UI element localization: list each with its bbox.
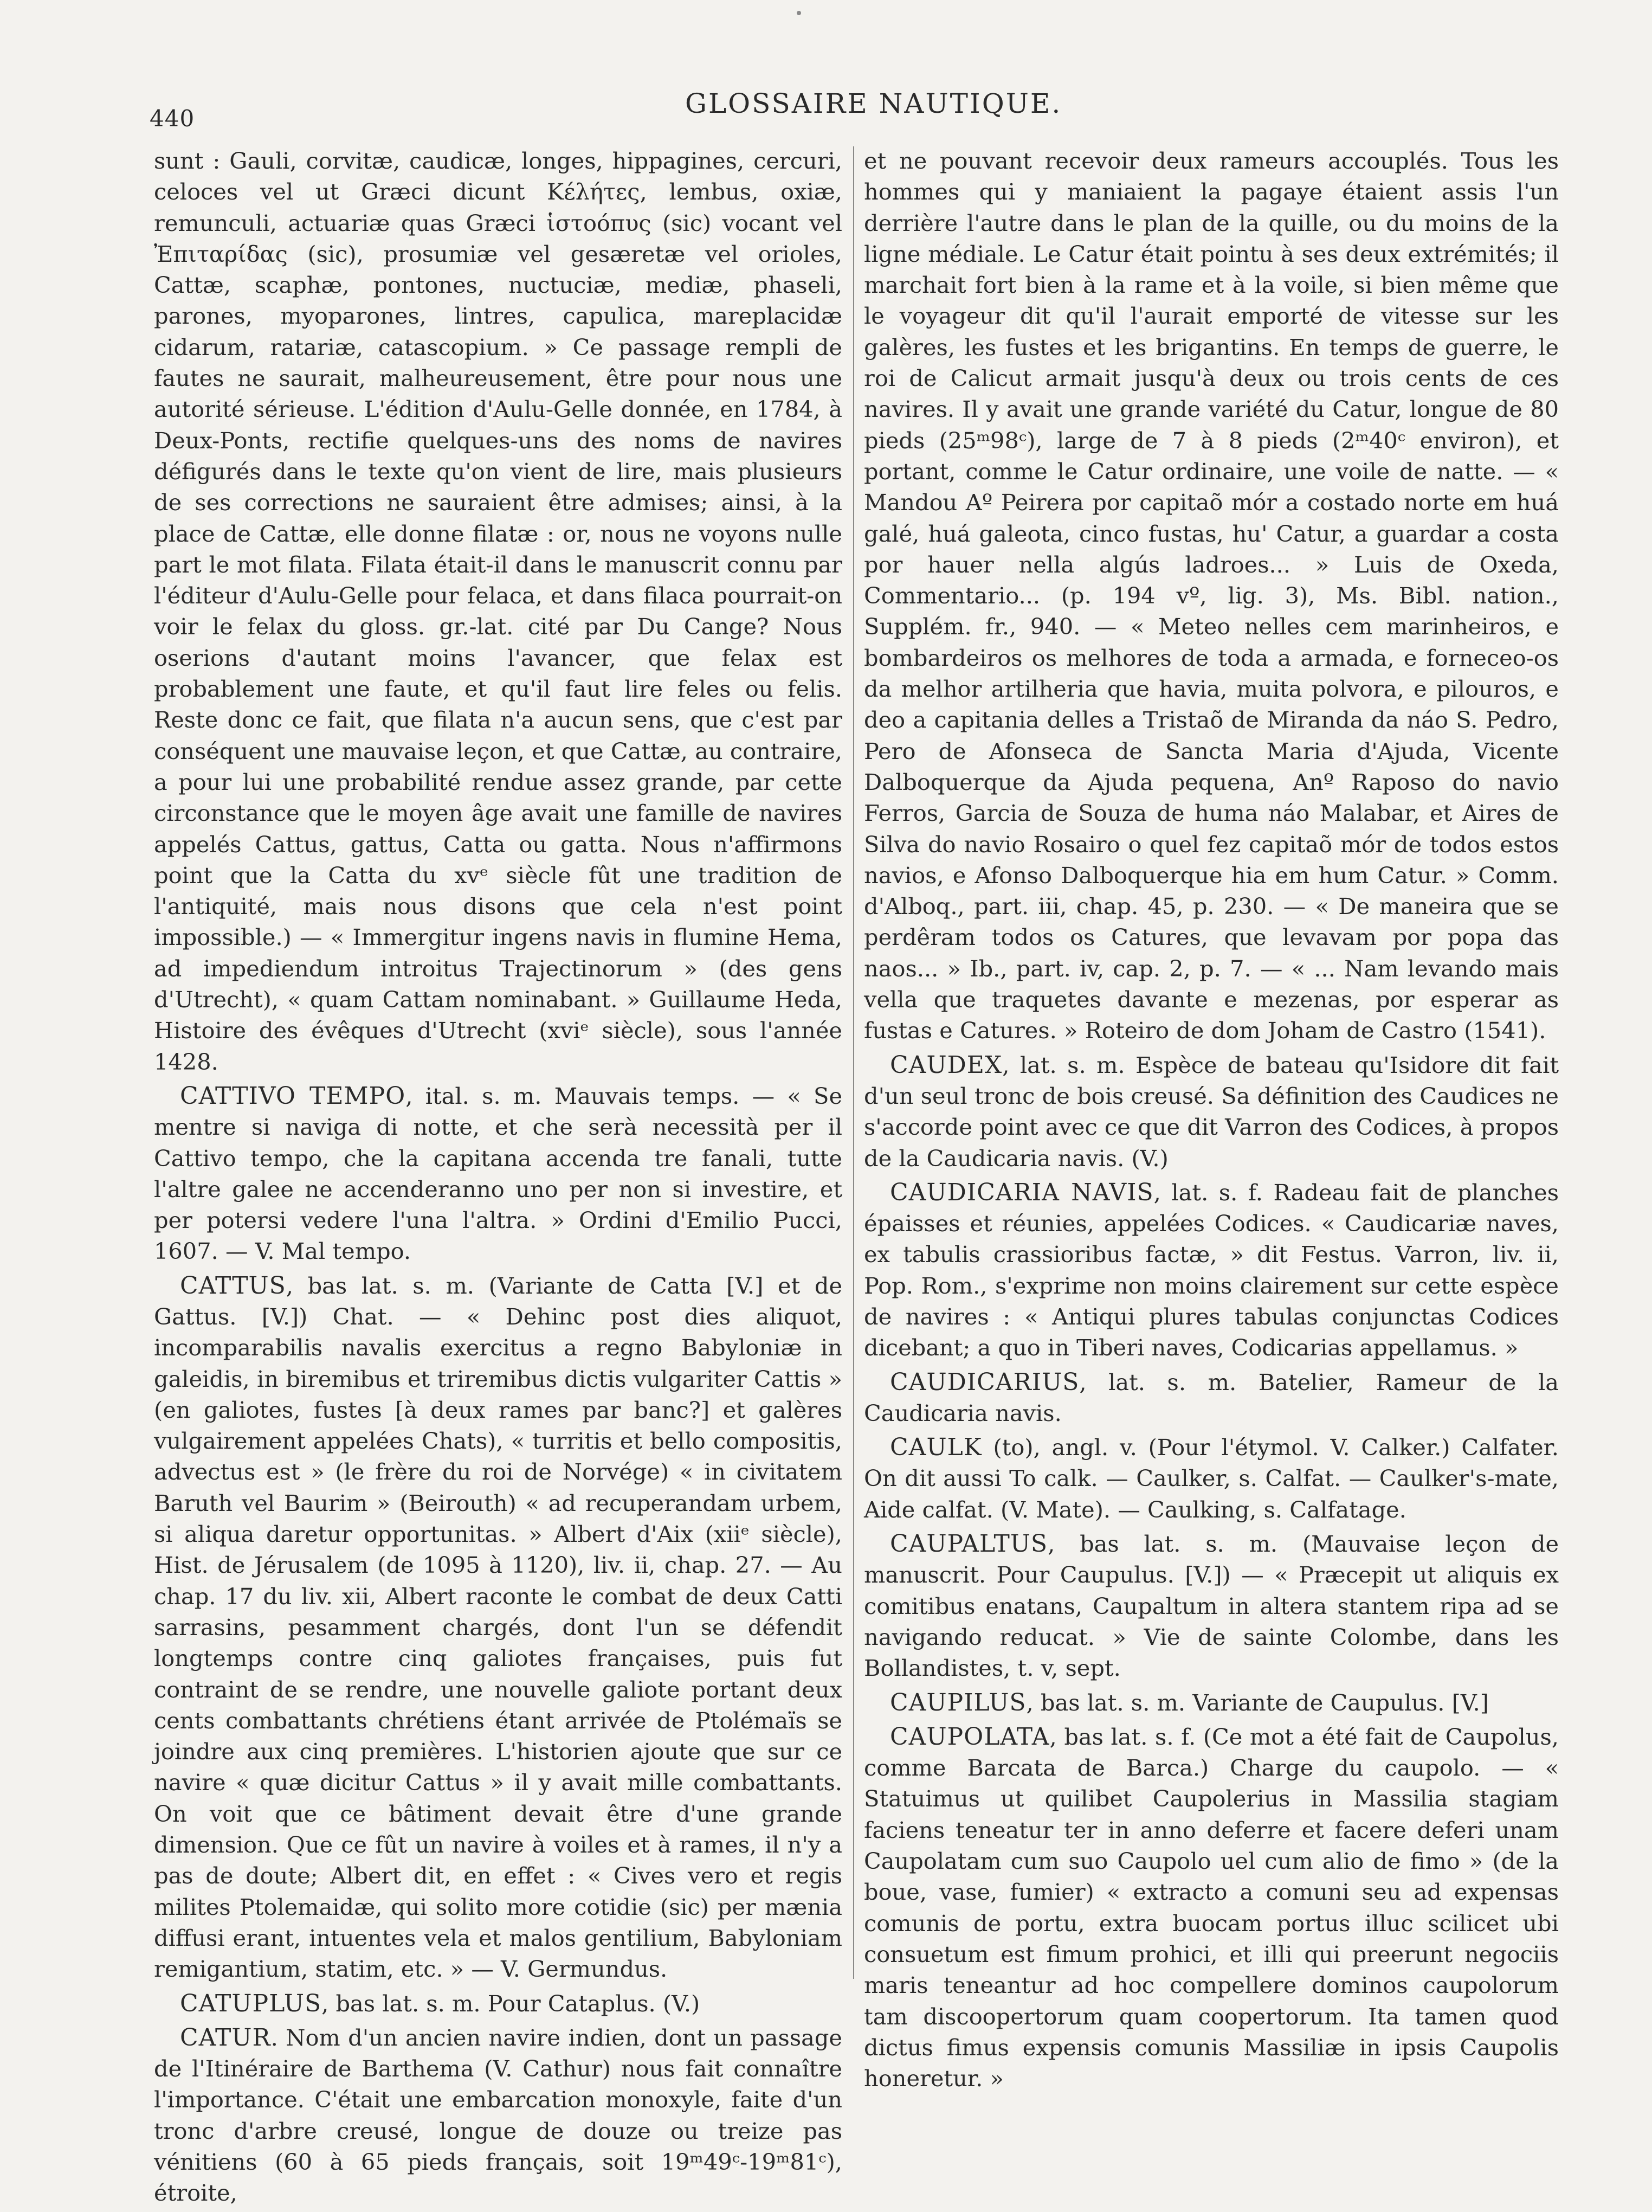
entry-caudicarius: CAUDICARIUS, lat. s. m. Batelier, Rameur de la Caudicaria navis.: [864, 1368, 1559, 1426]
headword: CAUDICARIUS: [890, 1368, 1080, 1396]
entry-caudicaria-navis: CAUDICARIA NAVIS, lat. s. f. Radeau fait de planches épaisses et réunies, appelées Codices. « Caudicariæ naves, ex tabulis crassioribus factæ, » dit Festus. Varron, liv. ii, Pop. Rom., s'exprime non moins clairement sur cette espèce de navires : « Antiqui plures tabulas conjunctas Codices dicebant; a quo in Tiberi naves, Codicarias appellamus. »: [864, 1178, 1559, 1361]
right-column: [864, 145, 1559, 2097]
headword: CAUPALTUS: [890, 1530, 1048, 1558]
headword: CAUPILUS: [890, 1688, 1027, 1716]
entry-caulk: CAULK (to), angl. v. (Pour l'étymol. V. Calker.) Calfater. On dit aussi To calk. — Caulker, s. Calfat. — Caulker's-mate, Aide calfat. (V. Mate). — Caulking, s. Calfatage.: [864, 1433, 1559, 1523]
left-column: [154, 145, 842, 2212]
entry-caupilus: CAUPILUS, bas lat. s. m. Variante de Caupulus. [V.]: [890, 1688, 1489, 1716]
print-mark: [797, 11, 801, 15]
column-divider: [853, 146, 854, 1979]
headword: CATUR: [180, 2023, 271, 2052]
headword: CAUDICARIA NAVIS: [890, 1178, 1154, 1206]
entry-catur: CATUR. Nom d'un ancien navire indien, dont un passage de l'Itinéraire de Barthema (V. Cathur) nous fait connaître l'importance. C'était une embarcation monoxyle, faite d'un tronc d'arbre creusé, longue de douze ou treize pas vénitiens (60 à 65 pieds français, soit 19ᵐ49ᶜ-19ᵐ81ᶜ), étroite,: [154, 2023, 842, 2207]
entry-caupaltus: CAUPALTUS, bas lat. s. m. (Mauvaise leçon de manuscrit. Pour Caupulus. [V.]) — « Præcepit ut aliquis ex comitibus enatans, Caupaltum in altera stantem ripa ad se navigando reducat. » Vie de sainte Colombe, dans les Bollandistes, t. v, sept.: [864, 1530, 1559, 1682]
headword: CAULK: [890, 1433, 982, 1462]
running-title: GLOSSAIRE NAUTIQUE.: [685, 88, 1062, 119]
headword: CATTUS: [180, 1271, 286, 1300]
entry-catuplus: CATUPLUS, bas lat. s. m. Pour Cataplus. (V.): [180, 1989, 700, 2017]
entry-cattivo-tempo: CATTIVO TEMPO, ital. s. m. Mauvais temps. — « Se mentre si naviga di notte, et che serà necessità per il Cattivo tempo, che la capitana accenda tre fanali, tutte l'altre galee ne accenderanno uno per non si investire, et per potersi vedere l'una l'altra. » Ordini d'Emilio Pucci, 1607. — V. Mal tempo.: [154, 1082, 843, 1265]
headword: CAUPOLATA: [890, 1722, 1050, 1751]
headword: CAUDEX: [890, 1051, 1003, 1079]
headword: CATTIVO TEMPO: [180, 1082, 406, 1110]
entry-caudex: CAUDEX, lat. s. m. Espèce de bateau qu'Isidore dit fait d'un seul tronc de bois creusé. Sa définition des Caudices ne s'accorde point avec ce que dit Varron des Codices, à propos de la Caudicaria navis. (V.): [864, 1051, 1559, 1172]
headword: CATUPLUS: [180, 1989, 322, 2017]
entry-caupolata: CAUPOLATA, bas lat. s. f. (Ce mot a été fait de Caupolus, comme Barcata de Barca.) Charge du caupolo. — « Statuimus ut quilibet Caupolerius in Massilia stagiam faciens teneatur ter in anno deferre et facere deferi unam Caupolatam cum suo Caupolo uel cum alio de fimo » (de la boue, vase, fumier) « extracto a comuni seu ad expensas comunis de portu, extra buocam portus illuc scilicet ubi consuetum est fimum prohici, et illi qui preerunt negociis maris teneantur ad hoc compellere dominos caupolorum tam discoopertorum quam coopertorum. Ita tamen quod dictus fimus expensis comunis Massiliæ in ipsis Caupolis honeretur. »: [864, 1722, 1559, 2092]
page-number: 440: [150, 105, 195, 132]
entry-continuation: sunt : Gauli, corvitæ, caudicæ, longes, hippagines, cercuri, celoces vel ut Græci dicunt Κέλήτες, lembus, oxiæ, remunculi, actuariæ quas Græci ἱστοόπυς (sic) vocant vel Ἐπιταρίδας (sic), prosumiæ vel gesæretæ vel orioles, Cattæ, scaphæ, pontones, nuctuciæ, mediæ, phaseli, parones, myoparones, lintres, capulica, mareplacidæ cidarum, ratariæ, catascopium. » Ce passage rempli de fautes ne saurait, malheureusement, être pour nous une autorité sérieuse. L'édition d'Aulu-Gelle donnée, en 1784, à Deux-Ponts, rectifie quelques-uns des noms de navires défigurés dans le texte qu'on vient de lire, mais plusieurs de ses corrections ne sauraient être admises; ainsi, à la place de Cattæ, elle donne filatæ : or, nous ne voyons nulle part le mot filata. Filata était-il dans le manuscrit connu par l'éditeur d'Aulu-Gelle pour felaca, et dans filaca pourrait-on voir le felax du gloss. gr.-lat. cité par Du Cange? Nous oserions d'autant moins l'avancer, que felax est probablement une faute, et qu'il faut lire feles ou felis. Reste donc ce fait, que filata n'a aucun sens, que c'est par conséquent une mauvaise leçon, et que Cattæ, au contraire, a pour lui une probabilité rendue assez grande, par cette circonstance que le moyen âge avait une famille de navires appelés Cattus, gattus, Catta ou gatta. Nous n'affirmons point que la Catta du xvᵉ siècle fût une tradition de l'antiquité, mais nous disons que cela n'est point impossible.) — « Immergitur ingens navis in flumine Hema, ad impediendum introitus Trajectinorum » (des gens d'Utrecht), « quam Cattam nominabant. » Guillaume Heda, Histoire des évêques d'Utrecht (xviᵉ siècle), sous l'année 1428.: [154, 147, 842, 1075]
entry-catur-continuation: et ne pouvant recevoir deux rameurs accouplés. Tous les hommes qui y maniaient la pagaye étaient assis l'un derrière l'autre dans le plan de la quille, ou du moins de la ligne médiale. Le Catur était pointu à ses deux extrémités; il marchait fort bien à la rame et à la voile, si bien même que le voyageur dit qu'il l'aurait emporté de vitesse sur les galères, les fustes et les brigantins. En temps de guerre, le roi de Calicut armait jusqu'à deux ou trois cents de ces navires. Il y avait une grande variété du Catur, longue de 80 pieds (25ᵐ98ᶜ), large de 7 à 8 pieds (2ᵐ40ᶜ environ), et portant, comme le Catur ordinaire, une voile de natte. — « Mandou Aº Peirera por capitaõ mór a costado norte em huá galé, huá galeota, cinco fustas, hu' Catur, a guardar a costa por hauer nella algús ladroes... » Luis de Oxeda, Commentario... (p. 194 vº, lig. 3), Ms. Bibl. nation., Supplém. fr., 940. — « Meteo nelles cem marinheiros, e bombardeiros os melhores de toda a armada, e forneceo-os da melhor artilheria que havia, muita polvora, e pilouros, e deo a capitania delles a Tristaõ de Miranda da náo S. Pedro, Pero de Afonseca de Sancta Maria d'Ajuda, Vicente Dalboquerque da Ajuda pequena, Anº Raposo do navio Ferros, Garcia de Souza de huma náo Malabar, et Aires de Silva do navio Rosairo o quel fez capitaõ mór de todos estos navios, e Afonso Dalboquerque hia em hum Catur. » Comm. d'Alboq., part. iii, chap. 45, p. 230. — « De maneira que se perdêram todos os Catures, que levavam por popa das naos... » Ib., part. iv, cap. 2, p. 7. — « ... Nam levando mais vella que traquetes davante e mezenas, por esperar as fustas e Catures. » Roteiro de dom Joham de Castro (1541).: [864, 147, 1559, 1044]
entry-cattus: CATTUS, bas lat. s. m. (Variante de Catta [V.] et de Gattus. [V.]) Chat. — « Dehinc post dies aliquot, incomparabilis navalis exercitus a regno Babyloniæ in galeidis, in biremibus et triremibus dictis vulgariter Cattis » (en galiotes, fustes [à deux rames par banc?] et galères vulgairement appelées Chats), « turritis et bello compositis, advectus est » (le frère du roi de Norvége) « in civitatem Baruth vel Baurim » (Beirouth) « ad recuperandam urbem, si aliqua daretur opportunitas. » Albert d'Aix (xiiᵉ siècle), Hist. de Jérusalem (de 1095 à 1120), liv. ii, chap. 27. — Au chap. 17 du liv. xii, Albert raconte le combat de deux Catti sarrasins, pesamment chargés, dont l'un se défendit longtemps contre cinq galiotes françaises, puis fut contraint de se rendre, une nouvelle galiote portant deux cents combattants chrétiens étant arrivée de Ptolémaïs se joindre aux cinq premières. L'historien ajoute que sur ce navire « quæ dicitur Cattus » il y avait mille combattants. On voit que ce bâtiment devait être d'une grande dimension. Que ce fût un navire à voiles et à rames, il n'y a pas de doute; Albert dit, en effet : « Cives vero et regis milites Ptolemaidæ, qui solito more cotidie (sic) per mænia diffusi erant, intuentes vela et malos gentilium, Babyloniam remigantium, statim, etc. » — V. Germundus.: [154, 1271, 842, 1983]
